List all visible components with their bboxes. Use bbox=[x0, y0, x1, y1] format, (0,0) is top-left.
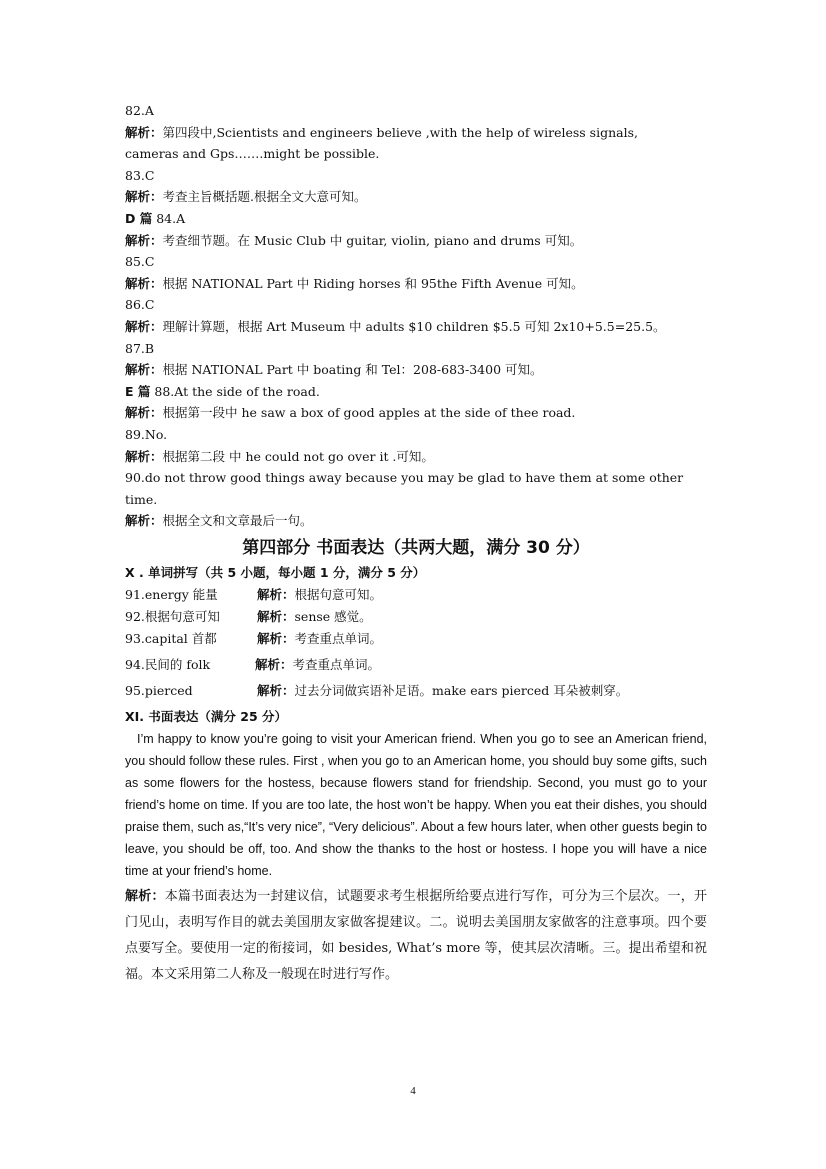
analysis-text: 根据第二段 中 he could not go over it .可知。 bbox=[162, 448, 434, 464]
analysis-label: 解析： bbox=[125, 888, 165, 904]
analysis-text: 第四段中,Scientists and engineers believe ,with the help of wireless signals, bbox=[162, 124, 638, 140]
row-answer: 94.民间的 folk bbox=[125, 656, 211, 672]
analysis-label: 解析： bbox=[125, 275, 163, 291]
analysis-text: 根据第一段中 he saw a box of good apples at the side of thee road. bbox=[162, 405, 576, 421]
section-11-title: XI. 书面表达（满分 25 分） bbox=[125, 708, 287, 724]
analysis-83 bbox=[125, 186, 707, 208]
row-answer: 91.energy 能量 bbox=[125, 586, 218, 602]
section-10-title: X . 单词拼写（共 5 小题，每小题 1 分，满分 5 分） bbox=[125, 564, 426, 580]
row-answer: 92.根据句意可知 bbox=[125, 608, 220, 624]
spelling-row-92 bbox=[125, 606, 707, 628]
analysis-text: 考查细节题。在 Music Club 中 guitar, violin, piano and drums 可知。 bbox=[162, 232, 583, 248]
analysis-label: 解析： bbox=[257, 608, 295, 624]
spelling-row-93 bbox=[125, 628, 707, 650]
part4-title: 第四部分 书面表达（共两大题，满分 30 分） bbox=[242, 537, 590, 558]
analysis-84 bbox=[125, 230, 707, 252]
analysis-text: 理解计算题，根据 Art Museum 中 adults $10 children $5.5 可知 2x10+5.5=25.5。 bbox=[162, 318, 666, 334]
analysis-label: 解析： bbox=[125, 362, 163, 378]
essay-analysis bbox=[125, 884, 707, 988]
analysis-label: 解析： bbox=[125, 232, 163, 248]
row-analysis: 根据句意可知。 bbox=[294, 586, 383, 602]
row-analysis: sense 感觉。 bbox=[294, 608, 372, 624]
answer-84-text: 84.A bbox=[152, 210, 186, 226]
analysis-86 bbox=[125, 316, 707, 338]
analysis-90 bbox=[125, 510, 707, 532]
analysis-label: 解析： bbox=[125, 405, 163, 421]
analysis-87 bbox=[125, 359, 707, 381]
model-essay: I’m happy to know you’re going to visit your American friend. When you go to see an American friend, you should follow these rules. First , when you go to an American home, you should buy some gifts, such as some flowers for the hostess, because flowers stand for friendship. Second, you must go to your friend’s home on time. If you are too late, the host won’t be happy. When you eat their dishes, you should praise them, such as,“It’s very nice”, “Very delicious”. About a few hours later, when other guests begin to leave, you should be off, too. And show the thanks to the host or hostess. I hope you will have a nice time at your friend’s home. bbox=[125, 731, 707, 878]
answer-89: 89.No. bbox=[125, 426, 168, 442]
answer-87: 87.B bbox=[125, 340, 155, 356]
analysis-85 bbox=[125, 273, 707, 295]
spelling-row-94 bbox=[125, 654, 707, 676]
answer-86: 86.C bbox=[125, 297, 155, 313]
row-analysis: 考查重点单词。 bbox=[292, 656, 381, 672]
answer-90: 90.do not throw good things away because you may be glad to have them at some other bbox=[125, 470, 684, 486]
row-answer: 95.pierced bbox=[125, 682, 193, 698]
analysis-label: 解析： bbox=[125, 513, 163, 529]
answer-90-cont: time. bbox=[125, 491, 158, 507]
answer-82: 82.A bbox=[125, 103, 154, 118]
row-answer: 93.capital 首都 bbox=[125, 630, 217, 646]
analysis-label: 解析： bbox=[257, 682, 295, 698]
page-content bbox=[125, 100, 707, 988]
analysis-label: 解析： bbox=[255, 656, 293, 672]
analysis-label: 解析： bbox=[257, 630, 295, 646]
analysis-text: 根据全文和文章最后一句。 bbox=[162, 513, 313, 529]
answer-88 bbox=[125, 381, 707, 403]
analysis-text: 考查主旨概括题.根据全文大意可知。 bbox=[162, 189, 367, 205]
analysis-label: 解析： bbox=[125, 189, 163, 205]
part-d-label: D 篇 bbox=[125, 210, 153, 226]
part-e-label: E 篇 bbox=[125, 383, 151, 399]
analysis-text: 根据 NATIONAL Part 中 Riding horses 和 95the Fifth Avenue 可知。 bbox=[162, 275, 584, 291]
analysis-text: 根据 NATIONAL Part 中 boating 和 Tel：208-683-3400 可知。 bbox=[162, 362, 543, 378]
spelling-row-95 bbox=[125, 680, 707, 702]
analysis-label: 解析： bbox=[125, 448, 163, 464]
analysis-88 bbox=[125, 402, 707, 424]
analysis-82-cont: cameras and Gps…….might be possible. bbox=[125, 146, 380, 162]
row-analysis: 过去分词做宾语补足语。make ears pierced 耳朵被刺穿。 bbox=[294, 682, 629, 698]
analysis-label: 解析： bbox=[257, 586, 295, 602]
page-number: 4 bbox=[410, 1085, 416, 1097]
answer-83: 83.C bbox=[125, 167, 155, 183]
spelling-row-91 bbox=[125, 584, 707, 606]
answer-88-text: 88.At the side of the road. bbox=[150, 383, 320, 399]
row-analysis: 考查重点单词。 bbox=[294, 630, 383, 646]
analysis-89 bbox=[125, 446, 707, 468]
analysis-text: 本篇书面表达为一封建议信，试题要求考生根据所给要点进行写作，可分为三个层次。一，开门见山，表明写作目的就去美国朋友家做客提建议。二。说明去美国朋友家做客的注意事项。四个要点要写全。要使用一定的衔接词，如 besides, What’s more 等，使其层次清晰。三。提出希望和祝福。本文采用第二人称及一般现在时进行写作。 bbox=[125, 888, 707, 982]
answer-84 bbox=[125, 208, 707, 230]
answer-85: 85.C bbox=[125, 254, 155, 270]
analysis-label: 解析： bbox=[125, 318, 163, 334]
analysis-82 bbox=[125, 122, 707, 144]
analysis-label: 解析： bbox=[125, 124, 163, 140]
